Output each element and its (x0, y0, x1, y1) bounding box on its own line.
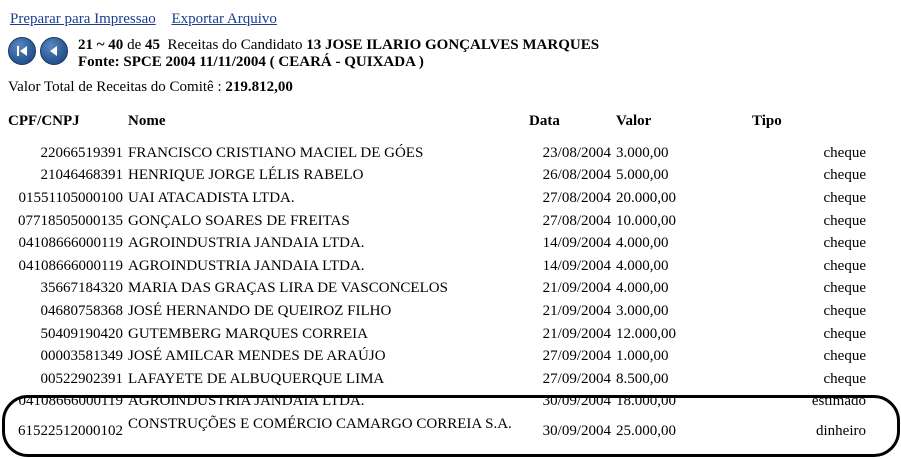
cell-data: 23/08/2004 (542, 144, 611, 161)
cell-nome-text: CONSTRUÇÕES E COMÉRCIO CAMARGO CORREIA S.A. (128, 416, 512, 433)
cell-nome: JOSÉ HERNANDO DE QUEIROZ FILHO (128, 302, 392, 319)
cell-tipo: cheque (823, 257, 866, 274)
total-records: 45 (144, 37, 160, 53)
header-data: Data (529, 113, 560, 129)
header-nome: Nome (128, 113, 166, 129)
table-header-row (0, 110, 890, 133)
table-row (0, 300, 890, 323)
cell-nome: UAI ATACADISTA LTDA. (128, 189, 295, 206)
cell-valor: 5.000,00 (616, 167, 669, 184)
cell-cpf: 04680758368 (40, 302, 123, 319)
cell-data: 26/08/2004 (542, 167, 611, 184)
table-row (0, 345, 890, 368)
cell-cpf: 00003581349 (40, 348, 123, 365)
cell-data: 27/08/2004 (542, 212, 611, 229)
cell-data: 27/09/2004 (542, 348, 611, 365)
cell-data: 27/08/2004 (542, 189, 611, 206)
table-row (0, 232, 890, 255)
cell-cpf: 35667184320 (40, 280, 123, 297)
of-word: de (127, 37, 142, 53)
cell-valor: 3.000,00 (616, 302, 669, 319)
table-row (0, 323, 890, 346)
cell-valor: 10.000,00 (616, 212, 676, 229)
header-valor: Valor (616, 113, 652, 129)
table-row (0, 210, 890, 233)
header-cpf: CPF/CNPJ (8, 113, 80, 129)
page-range-line (78, 37, 599, 54)
pagination-header (8, 37, 599, 71)
cell-nome: AGROINDUSTRIA JANDAIA LTDA. (128, 393, 365, 410)
cell-tipo: cheque (823, 167, 866, 184)
cell-tipo: cheque (823, 280, 866, 297)
first-page-button[interactable] (8, 37, 36, 65)
cell-data: 21/09/2004 (542, 325, 611, 342)
cell-tipo: cheque (823, 302, 866, 319)
cell-valor: 8.500,00 (616, 370, 669, 387)
cell-tipo: dinheiro (816, 423, 866, 440)
cell-cpf: 00522902391 (40, 370, 123, 387)
table-row (0, 391, 890, 414)
cell-valor: 25.000,00 (616, 423, 676, 440)
cell-tipo: cheque (823, 189, 866, 206)
cell-data: 14/09/2004 (542, 257, 611, 274)
table-row (0, 142, 890, 165)
cell-data: 30/09/2004 (542, 393, 611, 410)
cell-cpf: 61522512000102 (18, 423, 123, 440)
header-tipo: Tipo (752, 113, 782, 129)
table-row (0, 187, 890, 210)
cell-tipo: cheque (823, 235, 866, 252)
cell-cpf: 04108666000119 (18, 393, 123, 410)
cell-valor: 20.000,00 (616, 189, 676, 206)
export-link[interactable]: Exportar Arquivo (171, 11, 277, 27)
cell-nome: HENRIQUE JORGE LÉLIS RABELO (128, 167, 364, 184)
cell-valor: 1.000,00 (616, 348, 669, 365)
receipts-prefix: Receitas do Candidato (167, 37, 303, 53)
cell-tipo: cheque (823, 212, 866, 229)
table-row (0, 413, 890, 459)
cell-data: 27/09/2004 (542, 370, 611, 387)
table-row (0, 165, 890, 188)
cell-tipo: estimado (811, 393, 866, 410)
cell-tipo: cheque (823, 370, 866, 387)
cell-nome: MARIA DAS GRAÇAS LIRA DE VASCONCELOS (128, 280, 448, 297)
previous-icon (47, 45, 61, 57)
receipts-table (0, 110, 890, 459)
cell-cpf: 50409190420 (40, 325, 123, 342)
cell-valor: 4.000,00 (616, 257, 669, 274)
cell-cpf: 04108666000119 (18, 235, 123, 252)
table-row (0, 368, 890, 391)
cell-nome (124, 413, 529, 459)
table-row (0, 278, 890, 301)
cell-tipo: cheque (823, 348, 866, 365)
cell-nome: LAFAYETE DE ALBUQUERQUE LIMA (128, 370, 385, 387)
cell-valor: 18.000,00 (616, 393, 676, 410)
cell-cpf: 01551105000100 (18, 189, 123, 206)
cell-nome: GUTEMBERG MARQUES CORREIA (128, 325, 369, 342)
page-info (78, 37, 599, 71)
cell-valor: 4.000,00 (616, 280, 669, 297)
total-label: Valor Total de Receitas do Comitê : (8, 79, 222, 95)
cell-tipo: cheque (823, 144, 866, 161)
cell-nome: GONÇALO SOARES DE FREITAS (128, 212, 350, 229)
cell-data: 21/09/2004 (542, 302, 611, 319)
source-line: Fonte: SPCE 2004 11/11/2004 ( CEARÁ - QUIXADA ) (78, 54, 424, 70)
candidate-name: 13 JOSE ILARIO GONÇALVES MARQUES (306, 37, 600, 53)
top-links (10, 11, 277, 28)
cell-cpf: 22066519391 (40, 144, 123, 161)
cell-nome: AGROINDUSTRIA JANDAIA LTDA. (128, 235, 365, 252)
cell-valor: 12.000,00 (616, 325, 676, 342)
total-receipts (8, 79, 293, 96)
total-value: 219.812,00 (225, 79, 293, 95)
cell-cpf: 21046468391 (40, 167, 123, 184)
cell-tipo: cheque (823, 325, 866, 342)
cell-data: 30/09/2004 (542, 423, 611, 440)
skip-first-icon (15, 45, 29, 57)
cell-cpf: 04108666000119 (18, 257, 123, 274)
table-row (0, 255, 890, 278)
cell-data: 21/09/2004 (542, 280, 611, 297)
cell-nome: JOSÉ AMILCAR MENDES DE ARAÚJO (128, 348, 386, 365)
cell-valor: 3.000,00 (616, 144, 669, 161)
cell-nome: AGROINDUSTRIA JANDAIA LTDA. (128, 257, 365, 274)
cell-valor: 4.000,00 (616, 235, 669, 252)
cell-data: 14/09/2004 (542, 235, 611, 252)
page-range: 21 ~ 40 (78, 37, 124, 53)
cell-cpf: 07718505000135 (18, 212, 123, 229)
previous-page-button[interactable] (40, 37, 68, 65)
print-link[interactable]: Preparar para Impressao (10, 11, 156, 27)
cell-nome: FRANCISCO CRISTIANO MACIEL DE GÓES (128, 144, 424, 161)
